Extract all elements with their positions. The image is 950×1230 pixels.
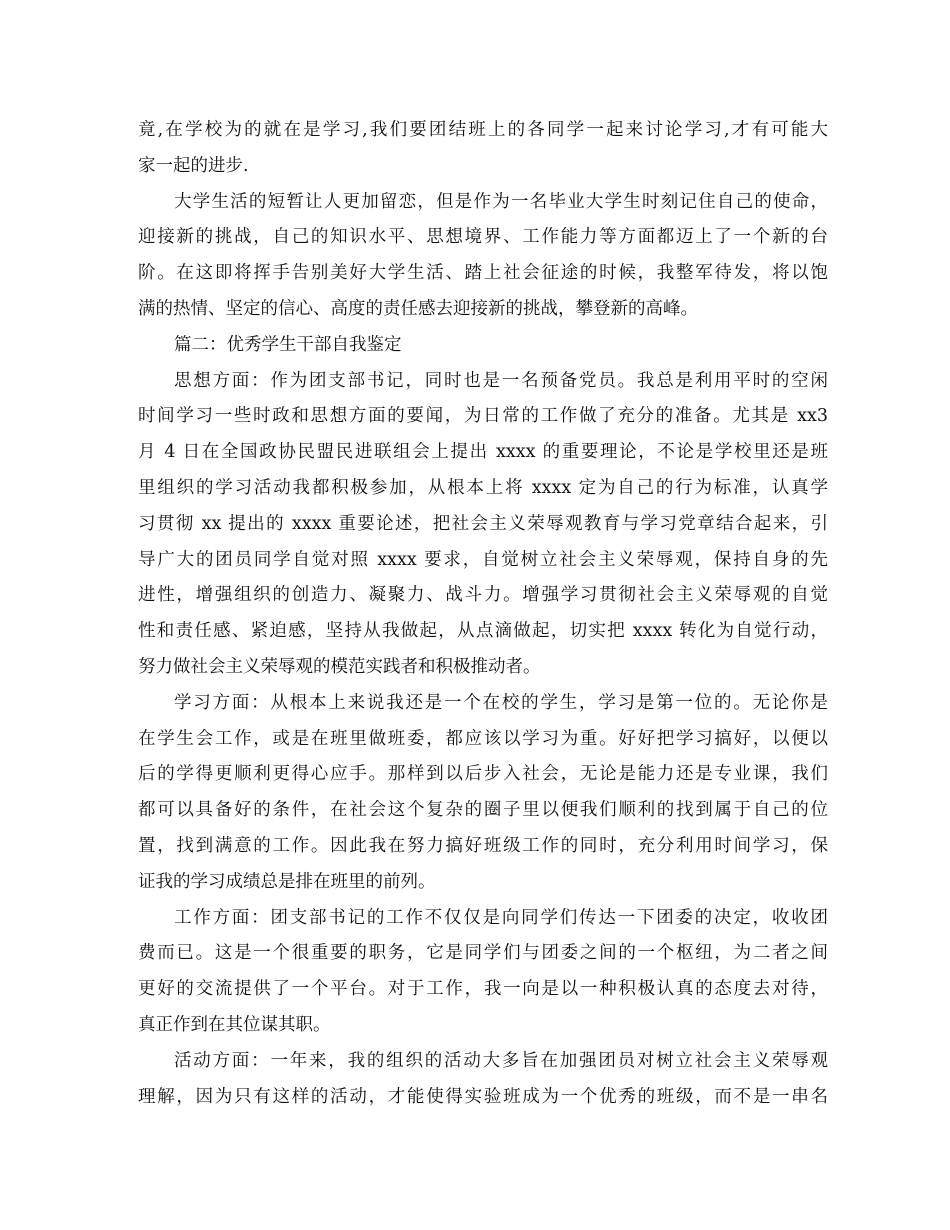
text-line: 思想方面：作为团支部书记，同时也是一名预备党员。我总是利用平时的空闲	[174, 370, 828, 391]
text-line: 迎接新的挑战，自己的知识水平、思想境界、工作能力等方面都迈上了一个新的台	[138, 227, 828, 248]
text-line: 习贯彻 xx 提出的 xxxx 重要论述，把社会主义荣辱观教育与学习党章结合起来，引	[138, 513, 828, 534]
text-line: 后的学得更顺利更得心应手。那样到以后步入社会，无论是能力还是专业课，我们	[138, 764, 828, 785]
paragraph-study-continuation	[138, 113, 828, 185]
paragraph-university-life	[138, 185, 828, 328]
heading-text: 篇二：优秀学生干部自我鉴定	[174, 334, 402, 355]
text-line: 置，找到满意的工作。因此我在努力搞好班级工作的同时，充分利用时间学习，保	[138, 835, 828, 856]
text-line: 阶。在这即将挥手告别美好大学生活、踏上社会征途的时候，我整军待发，将以饱	[138, 263, 828, 284]
text-line: 月 4 日在全国政协民盟民进联组会上提出 xxxx 的重要理论，不论是学校里还是班	[138, 442, 828, 463]
text-line: 竟,在学校为的就在是学习,我们要团结班上的各同学一起来讨论学习,才有可能大	[138, 120, 828, 140]
text-line: 真正作到在其位谋其职。	[138, 1014, 331, 1035]
paragraph-activities	[138, 1044, 828, 1116]
paragraph-study	[138, 686, 828, 901]
text-line: 时间学习一些时政和思想方面的要闻，为日常的工作做了充分的准备。尤其是 xx3	[138, 406, 828, 427]
text-line: 活动方面：一年来，我的组织的活动大多旨在加强团员对树立社会主义荣辱观	[174, 1050, 828, 1071]
text-line: 工作方面：团支部书记的工作不仅仅是向同学们传达一下团委的决定，收收团	[174, 907, 828, 928]
text-line: 费而已。这是一个很重要的职务，它是同学们与团委之间的一个枢纽，为二者之间	[138, 943, 828, 964]
text-line: 满的热情、坚定的信心、高度的责任感去迎接新的挑战，攀登新的高峰。	[138, 298, 698, 319]
text-line: 努力做社会主义荣辱观的模范实践者和积极推动者。	[138, 656, 541, 677]
text-line: 大学生活的短暂让人更加留恋，但是作为一名毕业大学生时刻记住自己的使命，	[174, 191, 828, 212]
text-line: 都可以具备好的条件，在社会这个复杂的圈子里以便我们顺利的找到属于自己的位	[138, 800, 828, 821]
text-line: 理解，因为只有这样的活动，才能使得实验班成为一个优秀的班级，而不是一串名	[138, 1086, 828, 1107]
text-line: 更好的交流提供了一个平台。对于工作，我一向是以一种积极认真的态度去对待，	[138, 979, 828, 1000]
text-line: 证我的学习成绩总是排在班里的前列。	[138, 871, 436, 892]
text-line: 进性，增强组织的创造力、凝聚力、战斗力。增强学习贯彻社会主义荣辱观的自觉	[138, 585, 828, 606]
text-line: 导广大的团员同学自觉对照 xxxx 要求，自觉树立社会主义荣辱观，保持自身的先	[138, 549, 828, 570]
section-heading	[138, 328, 828, 364]
document-body	[138, 113, 828, 1115]
paragraph-ideology	[138, 364, 828, 686]
text-line: 性和责任感、紧迫感，坚持从我做起，从点滴做起，切实把 xxxx 转化为自觉行动，	[138, 621, 828, 642]
text-line: 学习方面：从根本上来说我还是一个在校的学生，学习是第一位的。无论你是	[174, 692, 828, 713]
text-line: 在学生会工作，或是在班里做班委，都应该以学习为重。好好把学习搞好，以便以	[138, 728, 828, 749]
text-line: 里组织的学习活动我都积极参加，从根本上将 xxxx 定为自己的行为标准，认真学	[138, 477, 828, 498]
paragraph-work	[138, 901, 828, 1044]
text-line: 家一起的进步.	[138, 155, 249, 176]
